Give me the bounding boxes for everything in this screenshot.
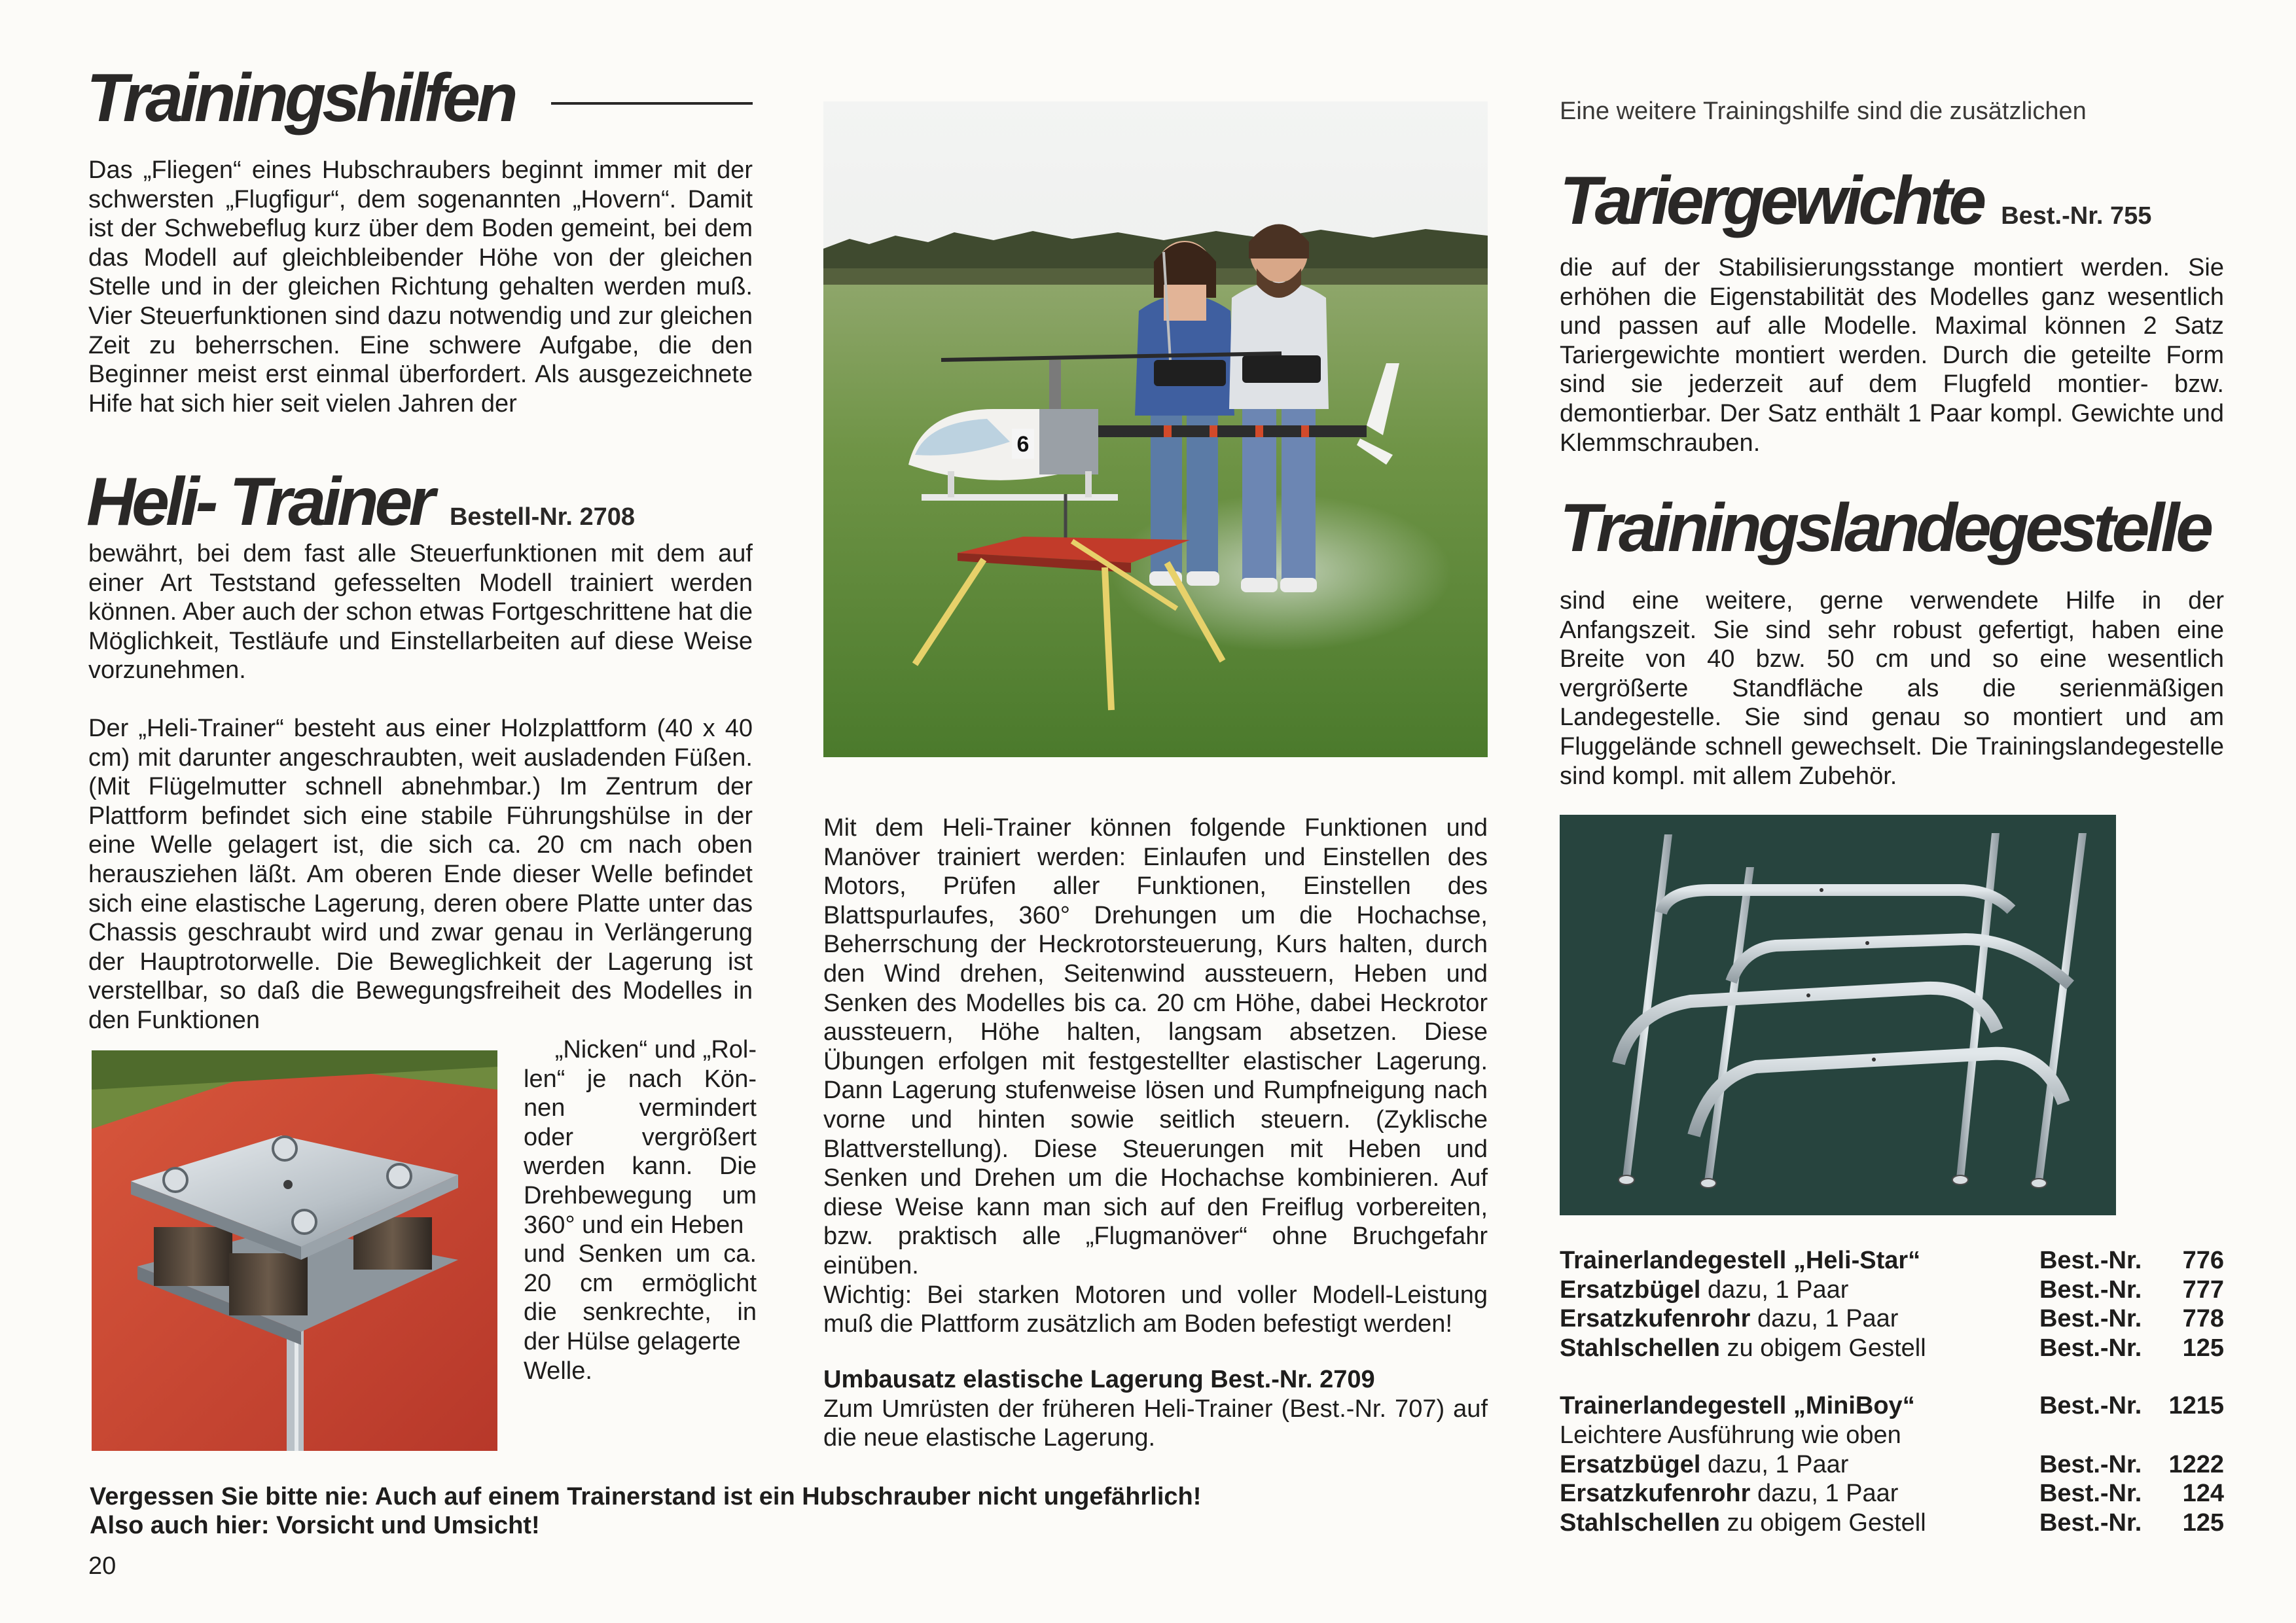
page-number: 20 [88,1552,117,1580]
bearing-wrap-text [524,1035,757,1385]
product-bestnr-label: Best.-Nr. [2039,1305,2142,1333]
product-number: 778 [2182,1305,2224,1333]
wrap-line: der Hülse gelagerte [524,1327,741,1355]
product-row [1560,1391,2224,1421]
product-number: 776 [2182,1247,2224,1274]
heli-trainer-photo [823,101,1488,757]
product-name-bold: Trainerlandegestell „MiniBoy“ [1560,1392,1915,1420]
wrap-line: und Senken um ca. [524,1240,757,1268]
heli-trainer-para2: Der „Heli-Trainer“ besteht aus einer Holzplattform (40 x 40 cm) mit darunter angeschraubten, weit ausladenden Füßen. (Mit Flügelmutter schnell abnehmbar.) Im Zentrum der Plattform befindet sich eine stabile Führungshülse in der eine Welle gelagert ist, die sich ca. 20 cm nach oben herausziehen läßt. Am oberen Ende dieser Welle befindet sich eine elastische Lagerung, deren obere Platte unter das Chassis geschraubt wird und zwar genau in Verlängerung der Hauptrotorwelle. Die Beweglichkeit der Lagerung ist verstellbar, so daß die Bewegungsfreiheit des Modelles in den Funktionen [88,714,753,1034]
product-row [1560,1450,2224,1480]
product-name [1560,1450,2033,1480]
product-row [1560,1304,2224,1334]
product-number: 125 [2182,1334,2224,1362]
product-name-bold: Ersatzkufenrohr [1560,1305,1751,1333]
product-number: 125 [2182,1508,2224,1537]
product-name-detail: dazu, 1 Paar [1700,1450,1849,1478]
product-name-bold: Ersatzkufenrohr [1560,1480,1751,1508]
product-name-detail: zu obigem Gestell [1719,1334,1926,1362]
tariergewichte-bestnr: Best.-Nr. 755 [2001,202,2152,230]
product-bestnr-label: Best.-Nr. [2039,1247,2142,1274]
wrap-line: oder vergrößert [524,1123,757,1151]
safety-note-line2: Also auch hier: Vorsicht und Umsicht! [90,1512,540,1539]
product-name-detail: dazu, 1 Paar [1750,1480,1899,1508]
heading-trainingslandegestelle: Trainingslandegestelle [1560,490,2210,566]
product-name [1560,1479,2033,1508]
product-name [1560,1304,2033,1334]
wrap-line: 360° und ein Heben [524,1211,744,1239]
wrap-line: „Nicken“ und „Rol- [554,1036,757,1063]
product-name-bold: Trainerlandegestell „Heli-Star“ [1560,1247,1921,1274]
product-number [2142,1421,2224,1450]
wrap-line: Welle. [524,1357,592,1385]
heli-trainer-title: Heli- Trainer [86,464,431,540]
tariergewichte-title: Tariergewichte [1560,163,1983,239]
product-number: 1215 [2168,1392,2224,1420]
wrap-line: 20 cm ermöglicht [524,1269,757,1297]
landegestelle-paragraph [1560,586,2224,791]
safety-note [90,1482,1530,1540]
heading-tariergewichte [1560,163,2152,239]
tariergewichte-text: die auf der Stabilisierungsstange montiert werden. Sie erhöhen die Eigenstabilität des Modelles ganz wesentlich und passen auf alle Modelle. Maximal können 2 Satz Tariergewichte montiert werden. Durch die geteilte Form sind sie jederzeit auf dem Flugfeld montier- bzw. demontierbar. Der Satz enthält 1 Paar kompl. Gewichte und Klemmschrauben. [1560,254,2224,457]
right-intro: Eine weitere Trainingshilfe sind die zusätzlichen [1560,98,2087,125]
product-bestnr-label: Best.-Nr. [2039,1508,2142,1537]
umbausatz-text: Zum Umrüsten der früheren Heli-Trainer (Best.-Nr. 707) auf die neue elastische Lagerung. [823,1395,1488,1452]
landegestelle-text: sind eine weitere, gerne verwendete Hilfe in der Anfangszeit. Sie sind sehr robust gefertigt, haben eine Breite von 40 bzw. 50 cm und so eine wesentlich vergrößerte Standfläche als die serienmäßigen Landegestelle. Sie sind genau so montiert und am Fluggelände schnell gewechselt. Die Trainingslandegestelle sind kompl. mit allem Zubehör. [1560,587,2224,790]
tariergewichte-paragraph [1560,253,2224,457]
product-bestnr-label: Best.-Nr. [2039,1275,2142,1304]
product-name-bold: Stahlschellen [1560,1508,1720,1537]
product-name-bold: Stahlschellen [1560,1334,1720,1362]
product-row [1560,1479,2224,1508]
product-name [1560,1246,2033,1275]
product-name-detail: Leichtere Ausführung wie oben [1560,1421,1901,1449]
product-bestnr-label: Best.-Nr. [2039,1450,2142,1478]
product-row [1560,1421,2224,1450]
heading-rule [551,102,753,105]
product-name-detail: dazu, 1 Paar [1750,1305,1899,1333]
product-name [1560,1508,2033,1538]
product-name [1560,1391,2033,1421]
warning-text: Wichtig: Bei starken Motoren und voller Modell-Leistung muß die Plattform zusätzlich am Boden befestigt werden! [823,1281,1488,1338]
middle-paragraphs [823,813,1488,1339]
umbausatz-title: Umbausatz elastische Lagerung Best.-Nr. 2709 [823,1366,1375,1393]
product-name [1560,1421,2033,1450]
product-name [1560,1334,2033,1363]
product-bestnr-label: Best.-Nr. [2039,1334,2142,1362]
intro-paragraph [88,156,753,418]
product-bestnr-label [2033,1421,2142,1450]
heading-trainingshilfen: Trainingshilfen [86,60,514,136]
product-row [1560,1246,2224,1275]
heading-heli-trainer [86,464,636,540]
product-group-gap [1560,1363,2224,1391]
wrap-line: werden kann. Die [524,1152,757,1181]
wrap-line: len“ je nach Kön- [524,1065,757,1093]
heli-trainer-paragraphs [88,539,753,1035]
landing-gear-photo [1560,815,2116,1215]
product-row [1560,1334,2224,1363]
wrap-line: nen vermindert [524,1094,757,1122]
product-number: 777 [2182,1275,2224,1304]
product-bestnr-label: Best.-Nr. [2039,1392,2142,1420]
product-name-bold: Ersatzbügel [1560,1450,1701,1478]
product-name-detail: zu obigem Gestell [1719,1508,1926,1537]
wrap-line: die senkrechte, in [524,1298,757,1327]
product-bestnr-label: Best.-Nr. [2039,1480,2142,1508]
product-name-bold: Ersatzbügel [1560,1275,1701,1304]
trainer-functions-text: Mit dem Heli-Trainer können folgende Funktionen und Manöver trainiert werden: Einlaufen und Einstellen des Motors, Prüfen aller Funktionen, Einstellen des Blattspurlaufes, 360° Drehungen um die Hochachse, Beherrschung der Heckrotorsteuerung, Kurs halten, durch den Wind drehen, Seitenwind aussteuern, Heben und Senken des Modelles bis ca. 20 cm Höhe, dabei Heckrotor aussteuern, Höhe halten, langsam absetzen. Diese Übungen erfolgen mit festgestellter elastischer Lagerung. Dann Lagerung stufenweise lösen und Rumpfneigung nach vorne und hinten sowie seitlich steuern. (Zyklische Blattverstellung). Diese Steuerungen mit Heben und Senken und Drehen um die Hochachse kombinieren. Auf diese Weise kann man sich auf den Freiflug vorbereiten, bzw. praktisch alle „Flugmanöver“ ohne Bruchgefahr einüben. [823,814,1488,1279]
wrap-line: Drehbewegung um [524,1181,757,1209]
product-row [1560,1275,2224,1305]
umbausatz-block [823,1365,1488,1453]
heli-trainer-bestnr: Bestell-Nr. 2708 [449,503,636,531]
bearing-photo [92,1050,497,1451]
product-number: 1222 [2168,1450,2224,1478]
product-row [1560,1508,2224,1538]
product-number: 124 [2182,1480,2224,1508]
product-list [1560,1246,2224,1537]
product-name-detail: dazu, 1 Paar [1700,1275,1849,1304]
product-list-body [1560,1246,2224,1537]
safety-note-line1: Vergessen Sie bitte nie: Auch auf einem Trainerstand ist ein Hubschrauber nicht ungefährlich! [90,1483,1202,1510]
product-name [1560,1275,2033,1305]
svg-text:6: 6 [1016,432,1030,457]
intro-text: Das „Fliegen“ eines Hubschraubers beginnt immer mit der schwersten „Flugfigur“, dem sogenannten „Hovern“. Damit ist der Schwebeflug kurz über dem Boden gemeint, bei dem das Modell auf gleichbleibender Höhe von der gleichen Stelle und in der gleichen Richtung gehalten werden muß. Vier Steuerfunktionen sind dazu notwendig und zur gleichen Zeit zu beherrschen. Eine schwere Aufgabe, die den Beginner meist erst einmal überfordert. Als ausgezeichnete Hife hat sich hier seit vielen Jahren der [88,156,753,418]
heli-trainer-para1: bewährt, bei dem fast alle Steuerfunktionen mit dem auf einer Art Teststand gefesselten Modell trainiert werden können. Aber auch der schon etwas Fortgeschrittene hat die Möglichkeit, Testläufe und Einstellarbeiten auf diese Weise vorzunehmen. [88,540,753,685]
